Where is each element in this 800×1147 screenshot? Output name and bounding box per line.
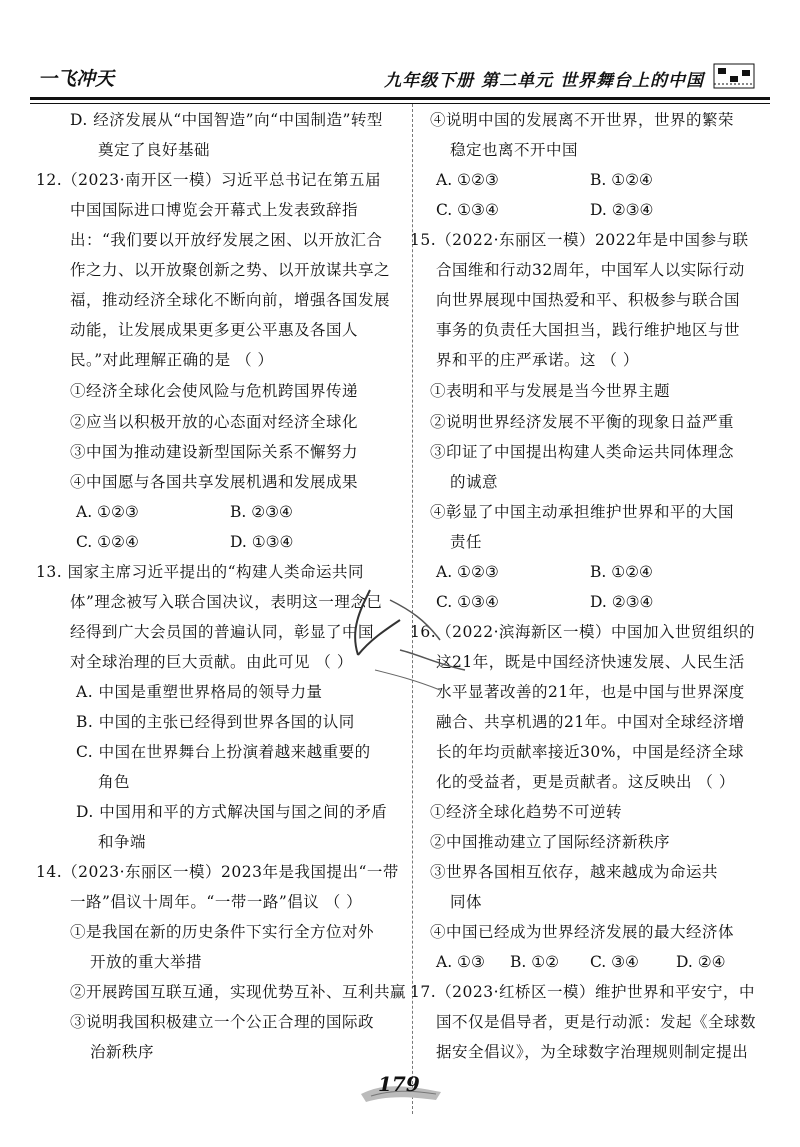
q17-line: 据安全倡议》，为全球数字治理规则制定提出 [436, 1043, 749, 1061]
q15-line: 合国维和行动32周年，中国军人以实际行动 [436, 261, 745, 279]
option-d-cont: 奠定了良好基础 [98, 141, 211, 159]
q12-choice-c: C. ①②④ [76, 533, 139, 551]
q12-item: ④中国愿与各国共享发展机遇和发展成果 [70, 473, 359, 491]
page-number-badge [356, 1066, 446, 1106]
q12-line: 中国国际进口博览会开幕式上发表致辞指 [70, 201, 359, 219]
q14-item: ③说明我国积极建立一个公正合理的国际政 [70, 1013, 375, 1031]
q12-item: ③中国为推动建设新型国际关系不懈努力 [70, 443, 359, 461]
q17-line: 国不仅是倡导者，更是行动派：发起《全球数 [436, 1013, 757, 1031]
q12-line: 出：“我们要以开放纾发展之困、以开放汇合 [70, 231, 383, 249]
q14-line: 一路”倡议十周年。“一带一路”倡议 （ ） [70, 893, 363, 911]
q15-item-cont: 的诚意 [450, 473, 499, 491]
q16-line: 融合、共享机遇的21年。中国对全球经济增 [436, 713, 745, 731]
q14-line: 14.（2023·东丽区一模）2023年是我国提出“一带 [36, 863, 399, 881]
header-title: 九年级下册 第二单元 世界舞台上的中国 [384, 71, 704, 91]
q16-line: 16.（2022·滨海新区一模）中国加入世贸组织的 [410, 623, 756, 641]
q15-item-cont: 责任 [450, 533, 483, 551]
q15-item: ②说明世界经济发展不平衡的现象日益严重 [430, 413, 735, 431]
q15-choice-d: D. ②③④ [590, 593, 654, 611]
q16-choice-c: C. ③④ [590, 953, 639, 971]
q14-item-cont: 稳定也离不开中国 [450, 141, 579, 159]
q16-item: ①经济全球化趋势不可逆转 [430, 803, 623, 821]
q16-item-cont: 同体 [450, 893, 483, 911]
q13-option-d-cont: 和争端 [98, 833, 147, 851]
q16-choice-b: B. ①② [510, 953, 560, 971]
q12-line: 动能，让发展成果更多更公平惠及各国人 [70, 321, 359, 339]
q14-choice-b: B. ①②④ [590, 171, 653, 189]
header-rule-thin [30, 103, 770, 104]
q16-choice-d: D. ②④ [676, 953, 726, 971]
q12-choice-a: A. ①②③ [76, 503, 139, 521]
q12-line: 民。”对此理解正确的是 （ ） [70, 351, 274, 369]
q15-line: 界和平的庄严承诺。这 （ ） [436, 351, 639, 369]
q14-choice-c: C. ①③④ [436, 201, 499, 219]
q12-item: ①经济全球化会使风险与危机跨国界传递 [70, 382, 359, 400]
q14-choice-a: A. ①②③ [436, 171, 499, 189]
q12-choice-d: D. ①③④ [230, 533, 294, 551]
q16-item: ④中国已经成为世界经济发展的最大经济体 [430, 923, 735, 941]
q15-line: 15.（2022·东丽区一模）2022年是中国参与联 [410, 231, 749, 249]
q12-line: 福，推动经济全球化不断向前，增强各国发展 [70, 291, 391, 309]
q15-line: 向世界展现中国热爱和平、积极参与联合国 [436, 291, 741, 309]
q14-item: ②开展跨国互联互通，实现优势互补、互利共赢 [70, 983, 407, 1001]
q15-choice-a: A. ①②③ [436, 563, 499, 581]
q16-item: ②中国推动建立了国际经济新秩序 [430, 833, 671, 851]
brand-logo-text: 一飞冲天 [38, 68, 115, 90]
q14-item: ①是我国在新的历史条件下实行全方位对外 [70, 923, 375, 941]
q14-item-cont: 治新秩序 [90, 1043, 155, 1061]
q16-line: 水平显著改善的21年，也是中国与世界深度 [436, 683, 745, 701]
q16-line: 这21年，既是中国经济快速发展、人民生活 [436, 653, 745, 671]
handwriting-scribble-icon [330, 560, 480, 710]
q15-item: ④彰显了中国主动承担维护世界和平的大国 [430, 503, 735, 521]
q15-choice-b: B. ①②④ [590, 563, 653, 581]
q14-item: ④说明中国的发展离不开世界，世界的繁荣 [430, 111, 735, 129]
q15-choice-c: C. ①③④ [436, 593, 499, 611]
q13-option-c: C. 中国在世界舞台上扮演着越来越重要的 [76, 743, 371, 761]
q12-choice-b: B. ②③④ [230, 503, 293, 521]
q17-line: 17.（2023·红桥区一模）维护世界和平安宁，中 [410, 983, 756, 1001]
q16-line: 长的年均贡献率接近30%，中国是经济全球 [436, 743, 744, 761]
page-header [30, 54, 770, 100]
option-d-line: D. 经济发展从“中国智造”向“中国制造”转型 [70, 111, 383, 129]
decorative-corner-icon [712, 62, 756, 90]
q12-line: 作之力、以开放聚创新之势、以开放谋共享之 [70, 261, 391, 279]
q13-option-a: A. 中国是重塑世界格局的领导力量 [76, 683, 323, 701]
q13-line: 体”理念被写入联合国决议，表明这一理念已 [70, 593, 383, 611]
q12-line: 12.（2023·南开区一模）习近平总书记在第五届 [36, 171, 382, 189]
q13-line: 对全球治理的巨大贡献。由此可见 （ ） [70, 653, 353, 671]
q16-item: ③世界各国相互依存，越来越成为命运共 [430, 863, 719, 881]
header-rule [30, 97, 770, 100]
q16-choice-a: A. ①③ [436, 953, 485, 971]
q15-line: 事务的负责任大国担当，践行维护地区与世 [436, 321, 741, 339]
q14-item-cont: 开放的重大举措 [90, 953, 203, 971]
page-number: 179 [378, 1072, 420, 1096]
q13-line: 经得到广大会员国的普遍认同，彰显了中国 [70, 623, 375, 641]
q16-line: 化的受益者，更是贡献者。这反映出 （ ） [436, 773, 735, 791]
q13-option-b: B. 中国的主张已经得到世界各国的认同 [76, 713, 355, 731]
q13-option-c-cont: 角色 [98, 773, 131, 791]
q14-choice-d: D. ②③④ [590, 201, 654, 219]
q15-item: ①表明和平与发展是当今世界主题 [430, 382, 671, 400]
q15-item: ③印证了中国提出构建人类命运共同体理念 [430, 443, 735, 461]
q13-option-d: D. 中国用和平的方式解决国与国之间的矛盾 [76, 803, 388, 821]
q13-line: 13. 国家主席习近平提出的“构建人类命运共同 [36, 563, 365, 581]
q12-item: ②应当以积极开放的心态面对经济全球化 [70, 413, 359, 431]
